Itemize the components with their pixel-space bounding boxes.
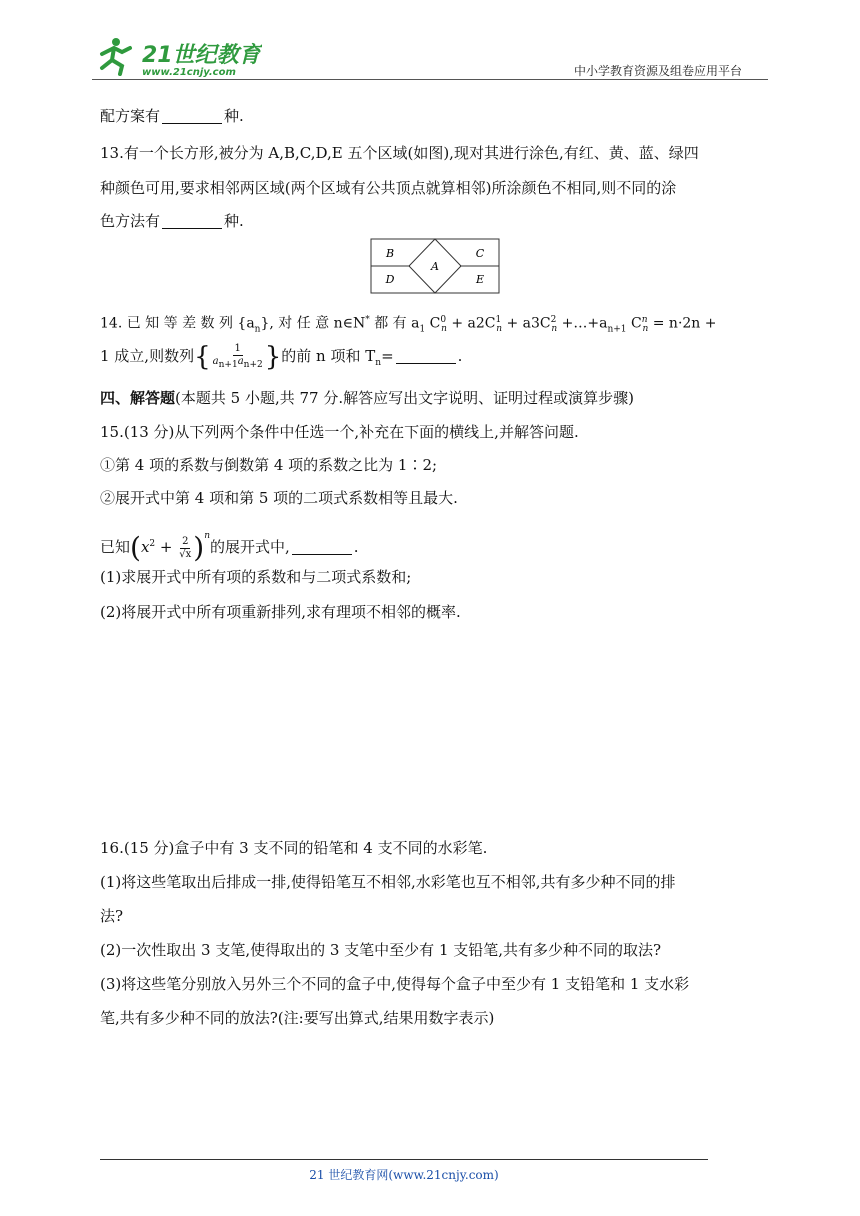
q14-sub: n — [642, 324, 649, 335]
math-exponent: n — [204, 531, 211, 541]
fraction-denominator: $a_{n+1}a_{n+2}$ — [212, 356, 263, 370]
q13-line-1: 13.有一个长方形,被分为 A,B,C,D,E 五个区域(如图),现对其进行涂色,有红、黄、蓝、绿四 — [100, 144, 699, 162]
q14-line-1 — [100, 306, 768, 344]
label-a: A — [431, 260, 439, 273]
q14-sub: n — [375, 358, 382, 368]
q15-text: 已知 — [100, 538, 131, 556]
q14-text: = — [381, 347, 394, 365]
header-platform-text: 中小学教育资源及组卷应用平台 — [574, 64, 743, 78]
q13-line-3 — [100, 207, 768, 236]
q14-sub: n — [441, 324, 447, 335]
q13-suffix: 种. — [224, 212, 244, 230]
paren-right: ) — [193, 531, 205, 564]
q12-tail — [100, 102, 768, 131]
q15-condition-2: ②展开式中第 4 项和第 5 项的二项式系数相等且最大. — [100, 489, 458, 507]
q14-sup: n — [641, 315, 648, 325]
logo-url: www.21cnjy.com — [142, 67, 236, 78]
brace-right: } — [264, 342, 282, 372]
q15-part-2: (2)将展开式中所有项重新排列,求有理项不相邻的概率. — [100, 603, 461, 621]
answer-blank — [396, 347, 456, 364]
q16-part-1a: (1)将这些笔取出后排成一排,使得铅笔互不相邻,水彩笔也互不相邻,共有多少种不同的排 — [100, 873, 676, 891]
q14-text: 1 成立,则数列 — [100, 347, 195, 365]
runner-icon — [102, 38, 130, 74]
region-diagram — [370, 238, 500, 294]
q14-text: +…+a — [561, 315, 608, 332]
section-note: (本题共 5 小题,共 77 分.解答应写出文字说明、证明过程或演算步骤) — [175, 389, 634, 407]
q16-part-2: (2)一次性取出 3 支笔,使得取出的 3 支笔中至少有 1 支铅笔,共有多少种不同的取法? — [100, 941, 662, 959]
q15-part-1: (1)求展开式中所有项的系数和与二项式系数和; — [100, 568, 412, 586]
section-title: 四、解答题 — [100, 389, 176, 407]
q15-fraction — [179, 536, 191, 561]
header-divider — [92, 79, 768, 80]
q14-text: = n·2n + — [652, 315, 717, 332]
q15-given — [100, 522, 768, 562]
q14-sup: * — [365, 315, 370, 325]
q14-sup: 1 — [495, 315, 502, 325]
q14-text: + a2C — [451, 315, 496, 332]
fraction-denominator: √x — [179, 548, 192, 560]
q14-sub: n+1 — [607, 324, 627, 335]
math-plus: + — [155, 538, 178, 556]
q16-part-3a: (3)将这些笔分别放入另外三个不同的盒子中,使得每个盒子中至少有 1 支铅笔和 1 支水彩 — [100, 975, 690, 993]
q14-text: + a3C — [506, 315, 551, 332]
footer-link[interactable]: 21 世纪教育网(www.21cnjy.com) — [309, 1168, 499, 1182]
answer-blank — [162, 107, 222, 124]
q14-text: 都 有 a — [369, 315, 420, 332]
q15-condition-1: ①第 4 项的系数与倒数第 4 项的系数之比为 1∶2; — [100, 456, 438, 474]
q14-sub: n — [254, 324, 261, 335]
logo-text: 21世纪教育 — [142, 43, 261, 68]
label-e: E — [475, 273, 485, 286]
math-x: x — [140, 538, 150, 556]
q14-sup: 0 — [440, 315, 447, 325]
q15-intro: 15.(13 分)从下列两个条件中任选一个,补充在下面的横线上,并解答问题. — [100, 423, 579, 441]
q13-line-2: 种颜色可用,要求相邻两区域(两个区域有公共顶点就算相邻)所涂颜色不相同,则不同的涂 — [100, 179, 677, 197]
q14-text: 的前 n 项和 T — [281, 347, 376, 365]
q16-part-3b: 笔,共有多少种不同的放法?(注:要写出算式,结果用数字表示) — [100, 1009, 495, 1027]
q13-prefix: 色方法有 — [100, 212, 161, 230]
paren-left: ( — [130, 531, 141, 564]
footer-divider — [100, 1159, 708, 1160]
q12-suffix: 种. — [224, 107, 244, 125]
q12-prefix: 配方案有 — [100, 107, 161, 125]
combination-symbol: C — [429, 315, 441, 332]
q14-line-2 — [100, 342, 768, 378]
q14-text: }, 对 任 意 n∈N — [260, 315, 366, 332]
q14-sup: 2 — [550, 315, 557, 325]
label-c: C — [475, 247, 485, 260]
brace-left: { — [194, 342, 211, 372]
q14-sub: 1 — [419, 324, 426, 335]
fraction-numerator: 2 — [182, 535, 189, 547]
q16-intro: 16.(15 分)盒子中有 3 支不同的铅笔和 4 支不同的水彩笔. — [100, 839, 488, 857]
q16-part-1b: 法? — [100, 907, 124, 925]
math-exponent: 2 — [149, 539, 156, 549]
q15-text: 的展开式中, — [210, 538, 290, 556]
answer-blank — [162, 212, 222, 229]
site-logo — [92, 34, 262, 80]
q15-text: . — [353, 538, 359, 556]
section-heading — [100, 384, 768, 413]
q14-sub: n — [551, 324, 558, 335]
answer-blank — [292, 538, 352, 555]
combination-symbol: C — [630, 315, 642, 332]
fraction-numerator: 1 — [234, 343, 241, 354]
label-b: B — [385, 247, 395, 260]
q14-text: 14. 已 知 等 差 数 列 {a — [100, 315, 255, 332]
q14-text: . — [457, 347, 463, 365]
sequence-fraction — [213, 343, 263, 371]
q14-sub: n — [496, 324, 503, 335]
label-d: D — [385, 273, 395, 286]
